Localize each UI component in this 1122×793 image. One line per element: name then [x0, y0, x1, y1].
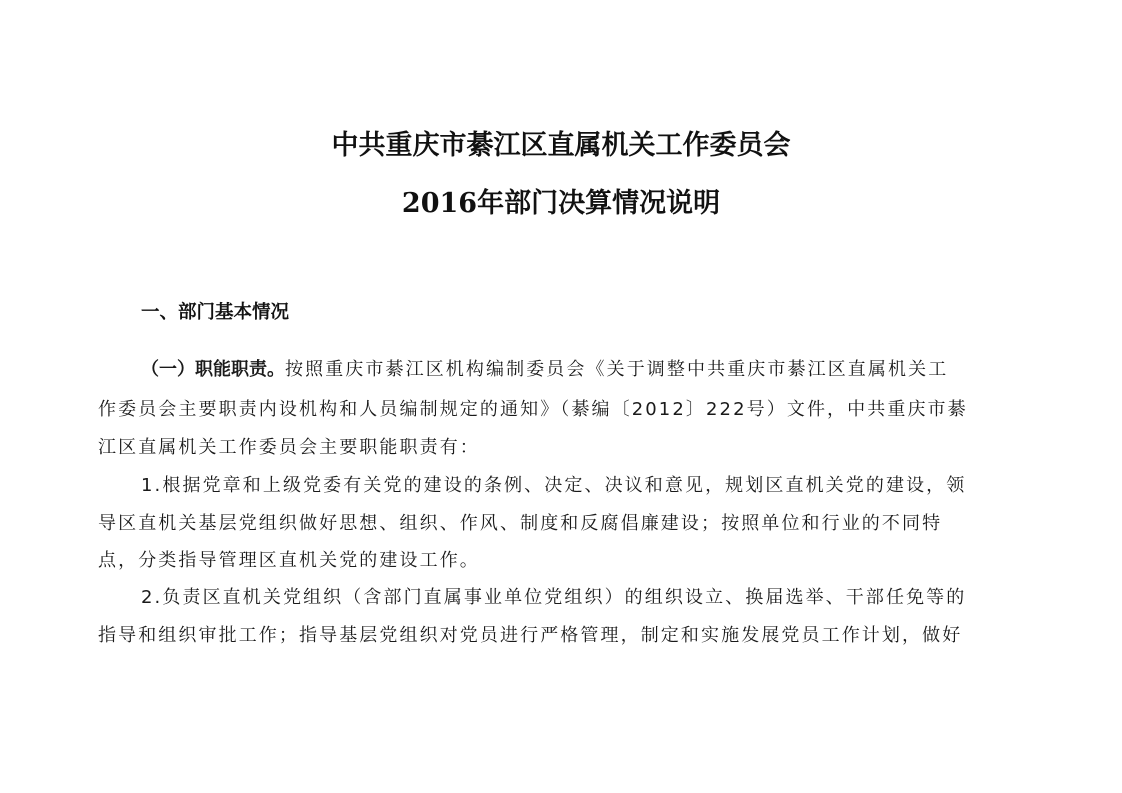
document-title-line1: 中共重庆市綦江区直属机关工作委员会 [331, 130, 791, 161]
list-item-line: 指导和组织审批工作；指导基层党组织对党员进行严格管理，制定和实施发展党员工作计划，做好 [98, 625, 963, 646]
document-title-line2: 2016年部门决算情况说明 [401, 188, 721, 219]
list-item-line: 导区直机关基层党组织做好思想、组织、作风、制度和反腐倡廉建设；按照单位和行业的不同特 [98, 513, 943, 534]
paragraph-line [141, 355, 948, 381]
list-item-line: 点，分类指导管理区直机关党的建设工作。 [98, 550, 480, 571]
list-item-line: 1.根据党章和上级党委有关党的建设的条例、决定、决议和意见，规划区直机关党的建设，领 [141, 475, 967, 496]
section-heading: 一、部门基本情况 [141, 302, 290, 323]
paragraph-line: 作委员会主要职责内设机构和人员编制规定的通知》（綦编〔2012〕222号）文件，中共重庆市綦 [98, 399, 968, 420]
list-item-line: 2.负责区直机关党组织（含部门直属事业单位党组织）的组织设立、换届选举、干部任免等的 [141, 587, 967, 608]
subsection-lead: （一）职能职责。 [141, 359, 285, 380]
paragraph-text: 按照重庆市綦江区机构编制委员会《关于调整中共重庆市綦江区直属机关工 [285, 359, 949, 380]
paragraph-line: 江区直属机关工作委员会主要职能职责有： [98, 437, 480, 458]
